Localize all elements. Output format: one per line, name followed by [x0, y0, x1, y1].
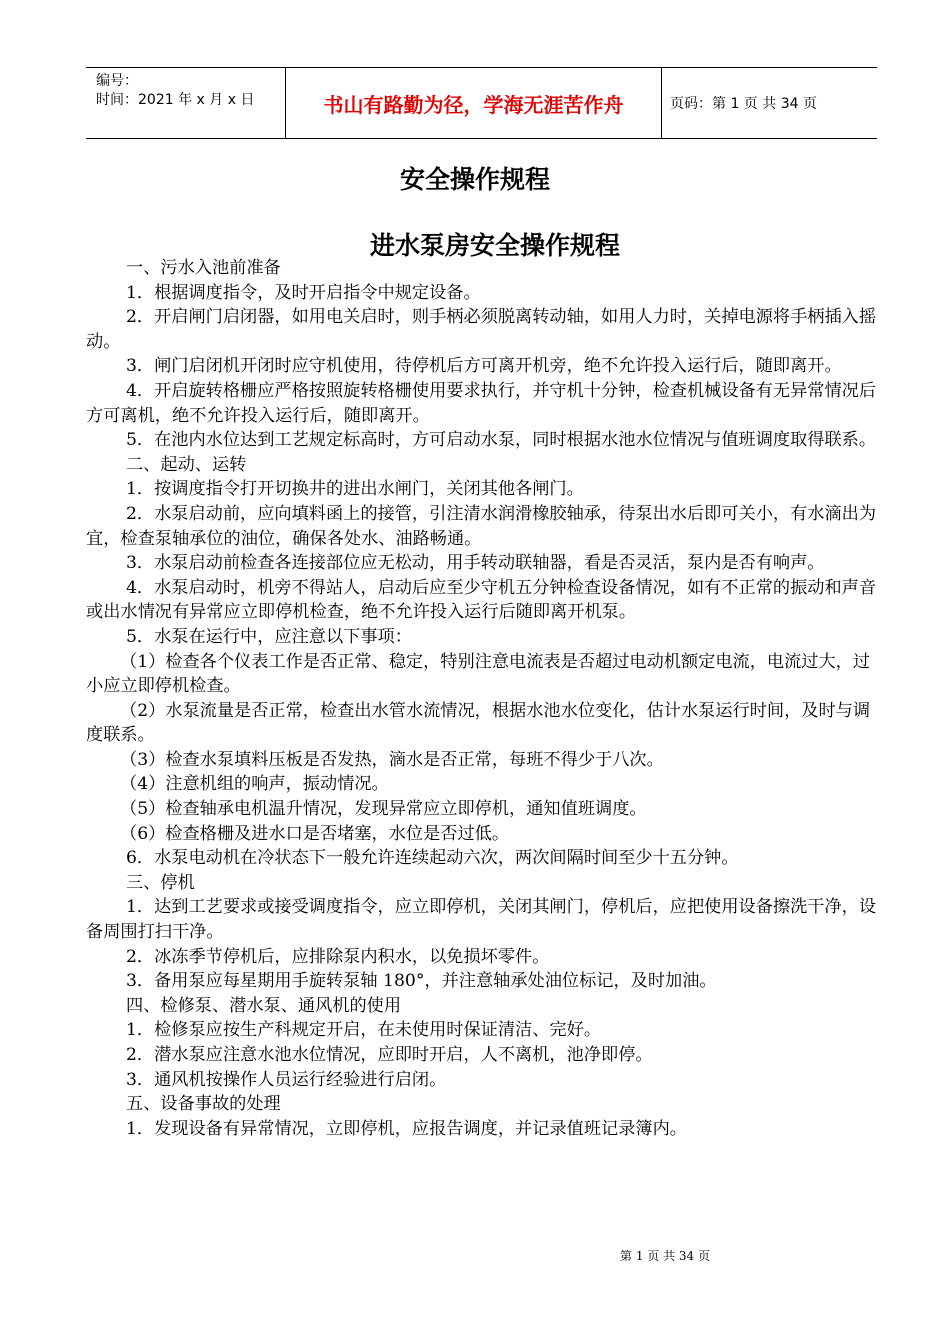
body-paragraph: 1．按调度指令打开切换井的进出水闸门，关闭其他各闸门。 — [126, 479, 584, 500]
header-motto: 书山有路勤为径，学海无涯苦作舟 — [286, 68, 662, 138]
body-paragraph: 1．检修泵应按生产科规定开启，在未使用时保证清洁、完好。 — [126, 1020, 602, 1041]
body-paragraph: 3．备用泵应每星期用手旋转泵轴 180°，并注意轴承处油位标记，及时加油。 — [126, 971, 717, 992]
body-paragraph: 4．水泵启动时，机旁不得站人，启动后应至少守机五分钟检查设备情况，如有不正常的振动和声音或出水情况有异常应立即停机检查，绝不允许投入运行后随即离开机泵。 — [86, 577, 877, 623]
body-paragraph: 5．水泵在运行中，应注意以下事项： — [126, 626, 412, 647]
page-footer: 第 1 页 共 34 页 — [620, 1249, 710, 1263]
body-paragraph: 6．水泵电动机在冷状态下一般允许连续起动六次，两次间隔时间至少十五分钟。 — [126, 848, 739, 869]
body-paragraph: （1）检查各个仪表工作是否正常、稳定，特别注意电流表是否超过电动机额定电流，电流过大，过小应立即停机检查。 — [86, 651, 871, 697]
body-paragraph: 一、污水入池前准备 — [126, 258, 281, 278]
body-paragraph: 3．通风机按操作人员运行经验进行启闭。 — [126, 1069, 447, 1090]
header-page-info: 页码：第 1 页 共 34 页 — [670, 96, 817, 112]
body-paragraph: 五、设备事故的处理 — [126, 1094, 281, 1115]
page-header — [86, 67, 877, 139]
body-paragraph: （2）水泵流量是否正常，检查出水管水流情况，根据水池水位变化，估计水泵运行时间，及时与调度联系。 — [86, 700, 871, 746]
body-paragraph: 三、停机 — [126, 872, 195, 893]
body-paragraph: 2．冰冻季节停机后，应排除泵内积水，以免损坏零件。 — [126, 946, 550, 967]
body-paragraph: 1．达到工艺要求或接受调度指令，应立即停机，关闭其闸门，停机后，应把使用设备擦洗干净，设备周围打扫干净。 — [86, 897, 877, 943]
document-title: 安全操作规程 — [399, 165, 550, 194]
header-left-cell — [86, 68, 286, 138]
document-number-label: 编号： — [96, 73, 138, 89]
body-paragraph: 3．闸门启闭机开闭时应守机使用，待停机后方可离开机旁，绝不允许投入运行后，随即离开。 — [126, 356, 842, 377]
section-title: 进水泵房安全操作规程 — [370, 231, 621, 260]
body-paragraph: 4．开启旋转格栅应严格按照旋转格栅使用要求执行，并守机十分钟，检查机械设备有无异常情况后方可离机，绝不允许投入运行后，随即离开。 — [86, 380, 877, 426]
body-paragraph: （6）检查格栅及进水口是否堵塞，水位是否过低。 — [120, 823, 510, 844]
body-paragraph: 1．发现设备有异常情况，立即停机，应报告调度，并记录值班记录簿内。 — [126, 1118, 687, 1139]
body-paragraph: 2．开启闸门启闭器，如用电关启时，则手柄必须脱离转动轴，如用人力时，关掉电源将手柄插入摇动。 — [86, 307, 877, 352]
body-paragraph: （4）注意机组的响声，振动情况。 — [120, 774, 389, 795]
body-paragraph: 二、起动、运转 — [126, 454, 247, 475]
body-paragraph: （3）检查水泵填料压板是否发热，滴水是否正常，每班不得少于八次。 — [120, 749, 664, 770]
body-paragraph: 四、检修泵、潜水泵、通风机的使用 — [126, 995, 402, 1016]
body-paragraph: 2．水泵启动前，应向填料函上的接管，引注清水润滑橡胶轴承，待泵出水后即可关小，有水滴出为宜，检查泵轴承位的油位，确保各处水、油路畅通。 — [86, 503, 877, 549]
body-paragraph: 5．在池内水位达到工艺规定标高时，方可启动水泵，同时根据水池水位情况与值班调度取得联系。 — [126, 430, 877, 451]
document-time-label: 时间：2021 年 x 月 x 日 — [96, 92, 255, 108]
body-paragraph: 3．水泵启动前检查各连接部位应无松动，用手转动联轴器，看是否灵活，泵内是否有响声。 — [126, 553, 825, 574]
body-paragraph: 1．根据调度指令，及时开启指令中规定设备。 — [126, 282, 481, 303]
body-paragraph: 2．潜水泵应注意水池水位情况，应即时开启，人不离机，池净即停。 — [126, 1045, 653, 1065]
body-paragraph: （5）检查轴承电机温升情况，发现异常应立即停机，通知值班调度。 — [120, 799, 647, 820]
document-body — [86, 256, 886, 1141]
